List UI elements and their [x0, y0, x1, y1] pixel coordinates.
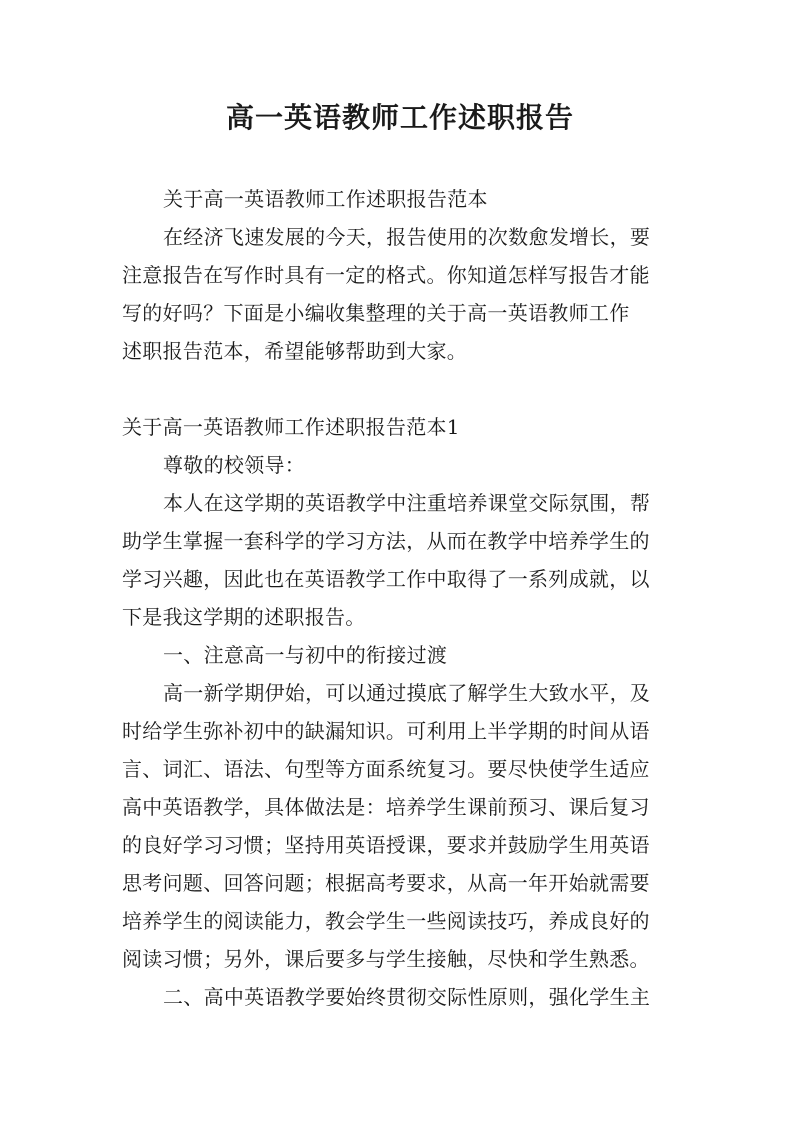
document-title: 高一英语教师工作述职报告 — [225, 101, 574, 134]
text-line: 注意报告在写作时具有一定的格式。你知道怎样写报告才能 — [122, 263, 650, 287]
text-line: 高中英语教学，具体做法是：培养学生课前预习、课后复习 — [122, 795, 650, 819]
text-line: 思考问题、回答问题；根据高考要求，从高一年开始就需要 — [122, 871, 650, 895]
text-line: 写的好吗？下面是小编收集整理的关于高一英语教师工作 — [122, 301, 630, 325]
text-line: 时给学生弥补初中的缺漏知识。可利用上半学期的时间从语 — [122, 719, 650, 743]
paragraph-gap — [122, 370, 688, 408]
text-line: 在经济飞速发展的今天，报告使用的次数愈发增长，要 — [163, 225, 651, 249]
text-line: 下是我这学期的述职报告。 — [122, 605, 366, 629]
text-line: 关于高一英语教师工作述职报告范本1 — [122, 415, 460, 439]
text-line: 关于高一英语教师工作述职报告范本 — [163, 187, 488, 211]
text-line: 述职报告范本，希望能够帮助到大家。 — [122, 339, 468, 363]
text-line: 一、注意高一与初中的衔接过渡 — [163, 643, 448, 667]
text-line: 言、词汇、语法、句型等方面系统复习。要尽快使学生适应 — [122, 757, 650, 781]
text-line: 本人在这学期的英语教学中注重培养课堂交际氛围，帮 — [163, 491, 651, 515]
text-line: 的良好学习习惯；坚持用英语授课，要求并鼓励学生用英语 — [122, 833, 650, 857]
text-line: 二、高中英语教学要始终贯彻交际性原则，强化学生主 — [163, 985, 651, 1009]
text-line: 培养学生的阅读能力，教会学生一些阅读技巧，养成良好的 — [122, 909, 650, 933]
text-line: 阅读习惯；另外，课后要多与学生接触，尽快和学生熟悉。 — [122, 947, 650, 971]
text-line: 助学生掌握一套科学的学习方法，从而在教学中培养学生的 — [122, 529, 650, 553]
document-body — [122, 180, 688, 1016]
text-line: 尊敬的校领导： — [163, 453, 306, 477]
text-line: 学习兴趣，因此也在英语教学工作中取得了一系列成就，以 — [122, 567, 650, 591]
text-line: 高一新学期伊始，可以通过摸底了解学生大致水平，及 — [163, 681, 651, 705]
